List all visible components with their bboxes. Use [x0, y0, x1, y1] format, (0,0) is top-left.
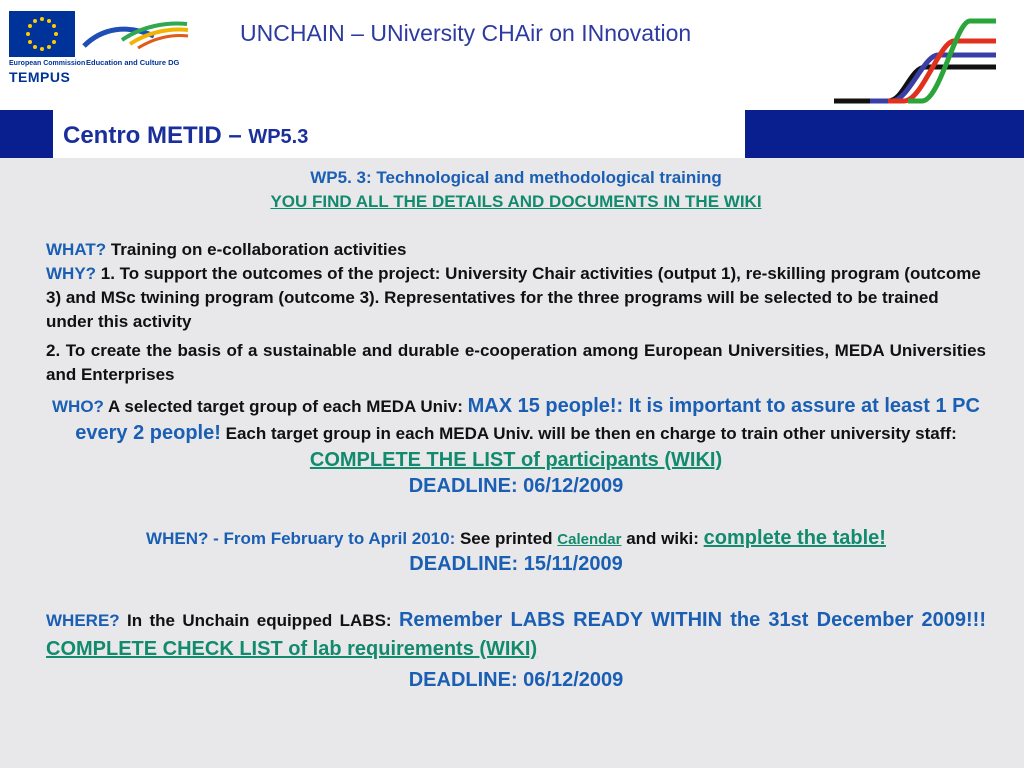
eu-flag-icon — [9, 11, 75, 57]
what-text: Training on e-collaboration activities — [106, 240, 407, 259]
checklist-link[interactable]: COMPLETE CHECK LIST of lab requirements (WIKI) — [46, 638, 538, 660]
who-highlight: MAX 15 people!: It is important to assure at least 1 PC every 2 people! — [75, 395, 980, 444]
what-label: WHAT? — [46, 240, 107, 259]
section-title — [63, 122, 308, 150]
calendar-link[interactable]: Calendar — [557, 531, 622, 548]
where-highlight: Remember LABS READY WITHIN the 31st December 2009!!! — [398, 609, 987, 631]
wp-heading: WP5. 3: Technological and methodological training — [310, 168, 722, 187]
when-block — [46, 526, 986, 552]
wiki-link[interactable]: YOU FIND ALL THE DETAILS AND DOCUMENTS IN THE WIKI — [270, 192, 762, 211]
why-line — [46, 262, 986, 334]
dg-label: Education and Culture DG — [86, 58, 180, 67]
where-block — [46, 606, 986, 664]
dg-logo-icon — [82, 18, 192, 58]
who-label: WHO? — [52, 397, 104, 416]
when-deadline: DEADLINE: 15/11/2009 — [409, 553, 623, 575]
unchain-logo-icon — [832, 15, 1002, 112]
where-deadline: DEADLINE: 06/12/2009 — [408, 669, 624, 691]
why-text-2: 2. To create the basis of a sustainable and durable e-cooperation among European Universities, MEDA Universities and Enterprises — [46, 341, 986, 384]
participants-link[interactable]: COMPLETE THE LIST of participants (WIKI) — [309, 449, 723, 471]
content-body — [46, 166, 986, 692]
what-line — [46, 238, 986, 262]
who-text: A selected target group of each MEDA Univ: — [103, 397, 468, 416]
table-link[interactable]: complete the table! — [703, 527, 886, 549]
when-label: WHEN? - — [146, 529, 224, 548]
header — [0, 0, 1024, 110]
who-block — [46, 393, 986, 474]
who-deadline: DEADLINE: 06/12/2009 — [408, 475, 624, 497]
where-label: WHERE? — [46, 611, 120, 630]
when-text-2: and wiki: — [621, 529, 704, 548]
when-text: See printed — [455, 529, 558, 548]
who-text-2: Each target group in each MEDA Univ. will be then en charge to train other university staff: — [220, 424, 957, 443]
tempus-label: TEMPUS — [9, 69, 71, 85]
section-title-main: Centro METID – — [63, 122, 249, 149]
why-label: WHY? — [46, 264, 97, 283]
where-text: In the Unchain equipped LABS: — [119, 611, 399, 630]
page-title: UNCHAIN – UNiversity CHAir on INnovation — [240, 20, 692, 46]
when-period: From February to April 2010: — [223, 529, 456, 548]
ec-label: European Commission — [9, 60, 86, 67]
section-title-sub: WP5.3 — [248, 126, 309, 148]
why-text: 1. To support the outcomes of the project: University Chair activities (output 1), re-skilling program (outcome 3) and MSc twining program (outcome 3). Representatives for the three programs will be selected to be trained under this activity — [46, 264, 981, 331]
